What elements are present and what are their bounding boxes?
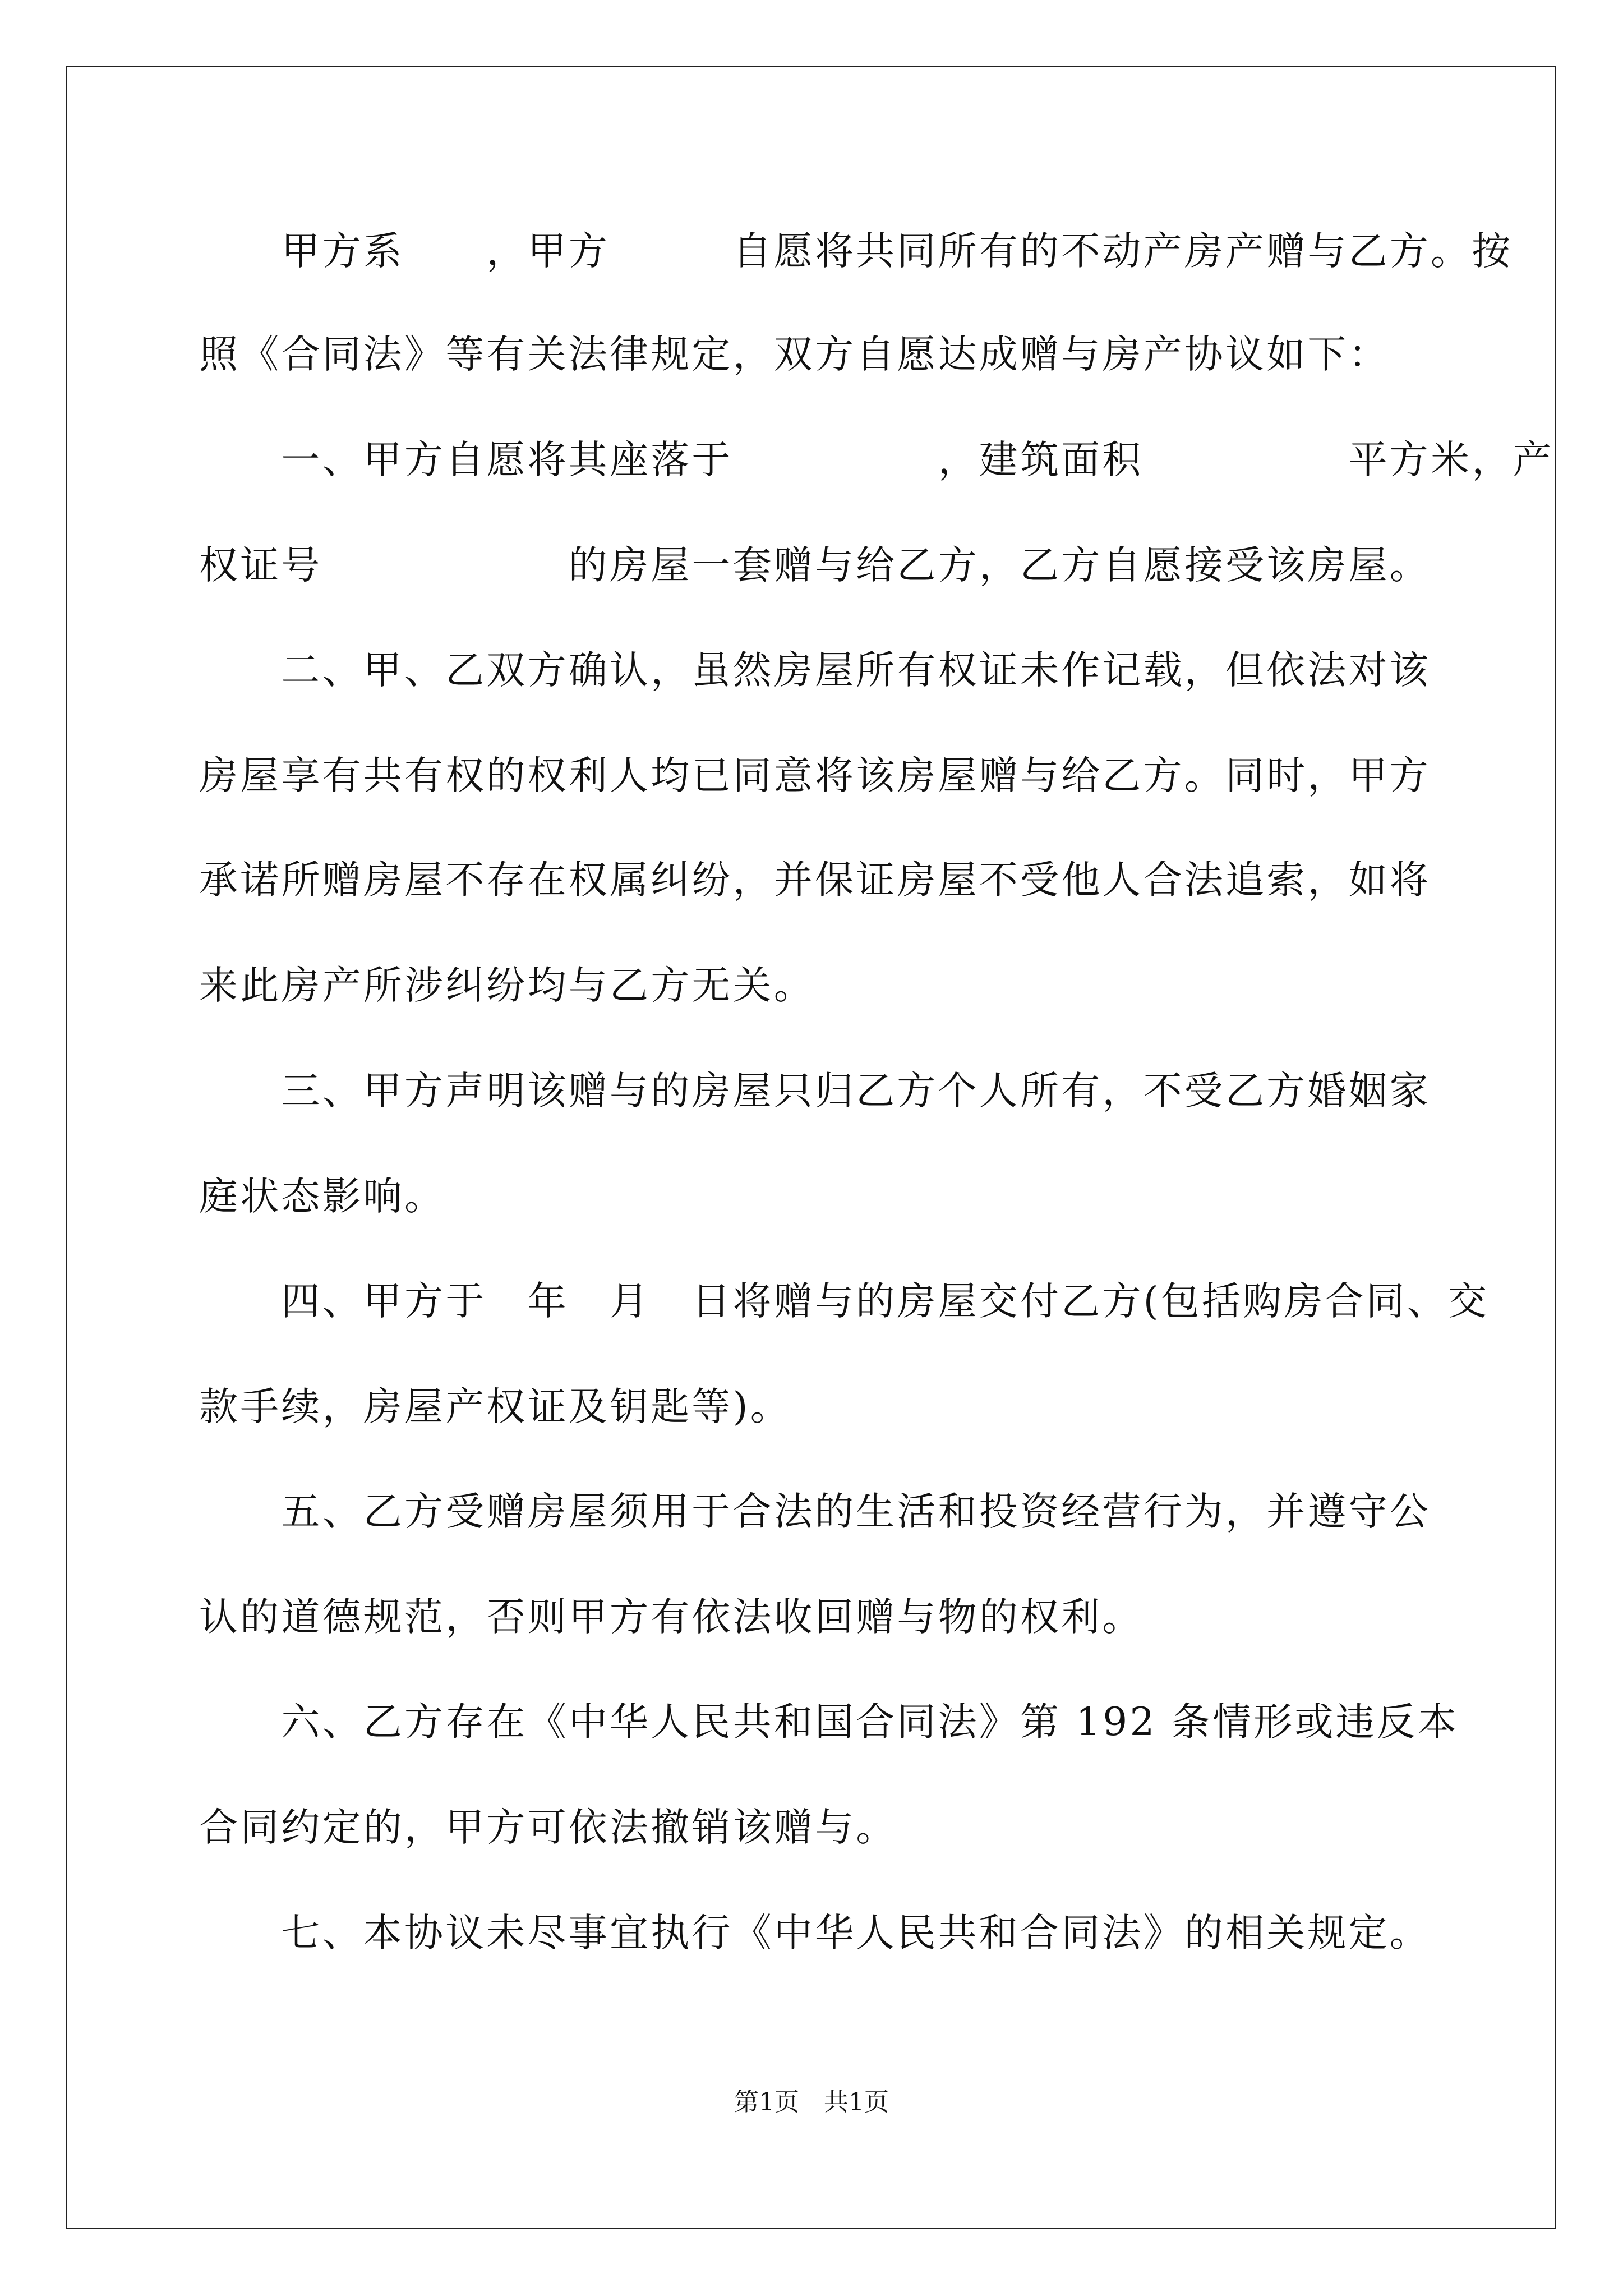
- text-line: 五、乙方受赠房屋须用于合法的生活和投资经营行为，并遵守公: [199, 1489, 1431, 1534]
- text-line: 合同约定的，甲方可依法撤销该赠与。: [199, 1805, 897, 1850]
- text-line: 来此房产所涉纠纷均与乙方无关。: [199, 963, 815, 1008]
- text-line: 认的道德规范，否则甲方有依法收回赠与物的权利。: [199, 1595, 1144, 1640]
- text-line: 二、甲、乙双方确认，虽然房屋所有权证未作记载，但依法对该: [199, 648, 1431, 693]
- text-line: 甲方系 ，甲方 自愿将共同所有的不动产房产赠与乙方。按: [199, 229, 1513, 274]
- text-line: 七、本协议未尽事宜执行《中华人民共和合同法》的相关规定。: [199, 1911, 1431, 1955]
- text-line: 四、甲方于 年 月 日将赠与的房屋交付乙方(包括购房合同、交: [199, 1279, 1490, 1324]
- text-line: 权证号 的房屋一套赠与给乙方，乙方自愿接受该房屋。: [199, 543, 1431, 588]
- text-line: 一、甲方自愿将其座落于 ，建筑面积 平方米，产: [199, 438, 1554, 482]
- page-number-footer: 第1页 共1页: [734, 2088, 889, 2116]
- text-line: 庭状态影响。: [199, 1174, 446, 1219]
- text-line: 款手续，房屋产权证及钥匙等)。: [199, 1384, 791, 1429]
- text-line: 承诺所赠房屋不存在权属纠纷，并保证房屋不受他人合法追索，如将: [199, 858, 1431, 903]
- text-line: 六、乙方存在《中华人民共和国合同法》第 192 条情形或违反本: [199, 1700, 1459, 1745]
- text-line: 三、甲方声明该赠与的房屋只归乙方个人所有，不受乙方婚姻家: [199, 1069, 1431, 1114]
- text-line: 照《合同法》等有关法律规定，双方自愿达成赠与房产协议如下：: [199, 332, 1390, 377]
- text-line: 房屋享有共有权的权利人均已同意将该房屋赠与给乙方。同时，甲方: [199, 753, 1431, 798]
